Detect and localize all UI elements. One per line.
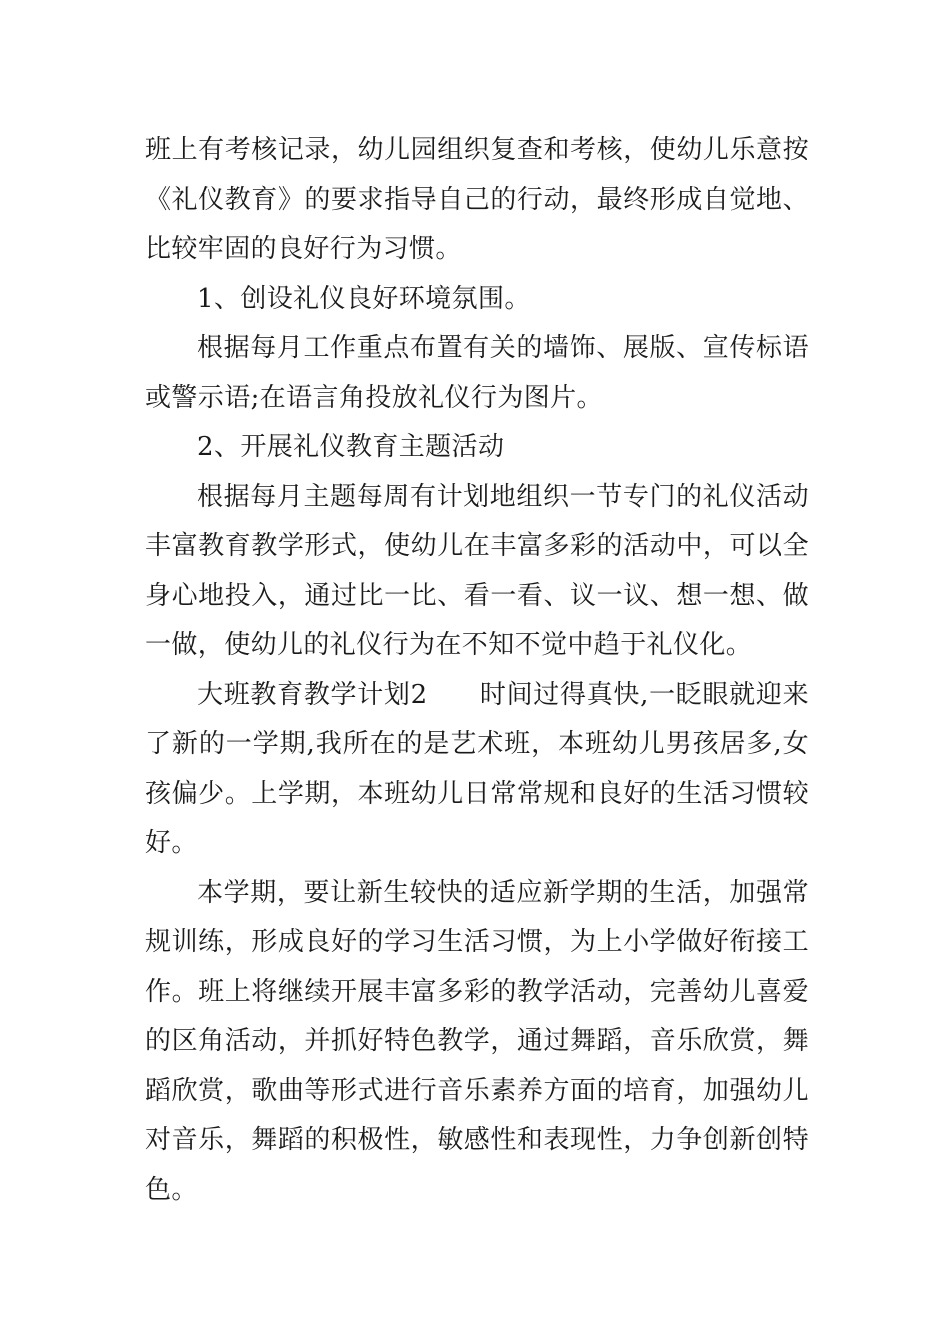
paragraph-environment: 根据每月工作重点布置有关的墙饰、展版、宣传标语或警示语;在语言角投放礼仪行为图片。 — [145, 333, 809, 413]
list-item-2: 2、开展礼仪教育主题活动 — [197, 432, 505, 462]
document-body — [145, 126, 809, 1215]
paragraph-continuation: 班上有考核记录，幼儿园组织复查和考核，使幼儿乐意按《礼仪教育》的要求指导自己的行动，最终形成自觉地、比较牢固的良好行为习惯。 — [145, 135, 809, 264]
section-intro: 时间过得真快,一眨眼就迎来了新的一学期,我所在的是艺术班，本班幼儿男孩居多,女孩偏少。上学期，本班幼儿日常常规和良好的生活习惯较好。 — [145, 679, 809, 858]
section-paragraph — [145, 671, 809, 869]
paragraph-activities: 根据每月主题每周有计划地组织一节专门的礼仪活动丰富教育教学形式，使幼儿在丰富多彩的活动中，可以全身心地投入，通过比一比、看一看、议一议、想一想、做一做，使幼儿的礼仪行为在不知不觉中趋于礼仪化。 — [145, 481, 809, 660]
list-item-1: 1、创设礼仪良好环境氛围。 — [197, 283, 531, 314]
section-heading: 大班教育教学计划2 — [197, 679, 428, 710]
paragraph-closing: 本学期，要让新生较快的适应新学期的生活，加强常规训练，形成良好的学习生活习惯，为上小学做好衔接工作。班上将继续开展丰富多彩的教学活动，完善幼儿喜爱的区角活动，并抓好特色教学，通过舞蹈，音乐欣赏，舞蹈欣赏，歌曲等形式进行音乐素养方面的培育，加强幼儿对音乐，舞蹈的积极性，敏感性和表现性，力争创新创特色。 — [145, 877, 809, 1205]
